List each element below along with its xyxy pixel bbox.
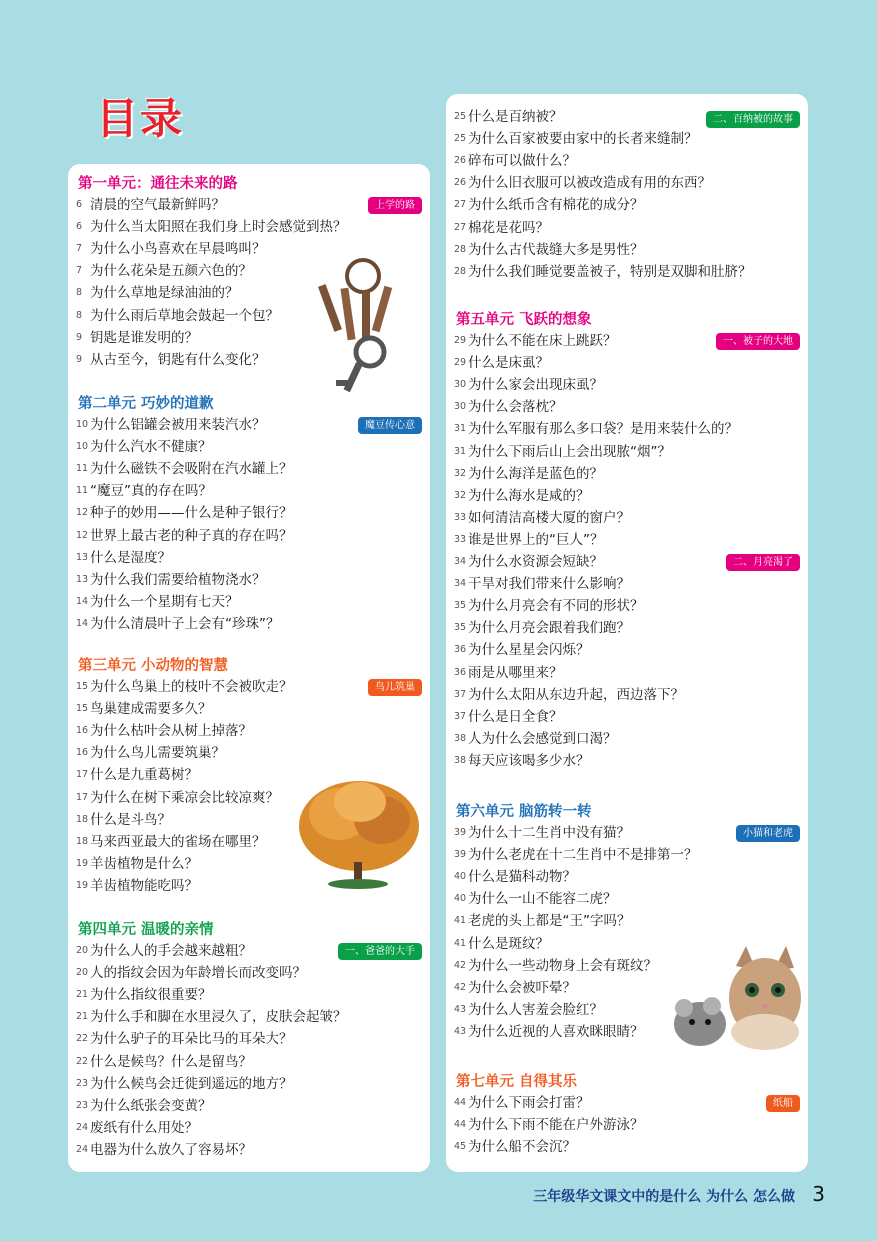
toc-entry[interactable] (454, 706, 563, 728)
toc-entry[interactable] (76, 1117, 198, 1139)
page-ref: 45 (454, 1141, 467, 1153)
toc-right-panel (446, 94, 808, 1172)
toc-entry[interactable] (454, 662, 563, 684)
toc-entry[interactable] (454, 910, 631, 932)
page-ref: 32 (454, 467, 467, 479)
entry-title: “魔豆”真的存在吗？ (90, 483, 212, 500)
toc-entry[interactable] (454, 1021, 644, 1043)
entry-title: 为什么草地是绿油油的？ (90, 285, 239, 302)
lesson-tag: 鸟儿筑巢 (368, 679, 422, 696)
page-ref: 35 (454, 622, 467, 634)
page-ref: 7 (76, 243, 83, 255)
toc-entry[interactable] (454, 485, 590, 507)
page-ref: 21 (76, 1011, 89, 1023)
lesson-tag: 小猫和老虎 (736, 825, 800, 842)
toc-entry[interactable] (454, 844, 698, 866)
toc-entry[interactable] (76, 720, 252, 742)
toc-entry[interactable] (76, 809, 171, 831)
toc-entry[interactable] (454, 1114, 644, 1136)
entry-title: 什么是九重葛树？ (90, 767, 198, 784)
toc-entry[interactable] (454, 396, 563, 418)
page-ref: 20 (76, 945, 89, 956)
page-ref: 44 (454, 1119, 467, 1131)
entry-title: 为什么旧衣服可以被改造成有用的东西？ (468, 175, 711, 192)
page-ref: 11 (76, 485, 89, 497)
page-ref: 16 (76, 725, 89, 737)
page-ref: 19 (76, 857, 89, 869)
page-ref: 22 (76, 1033, 89, 1045)
page-ref: 29 (454, 357, 467, 369)
entry-title: 羊齿植物能吃吗？ (90, 877, 198, 894)
page-ref: 41 (454, 915, 467, 927)
entry-title: 为什么一个星期有七天？ (90, 593, 239, 610)
unit-title: 第二单元 巧妙的道歉 (78, 396, 214, 412)
page-ref: 39 (454, 827, 467, 838)
entry-title: 为什么老虎在十二生肖中不是排第一？ (468, 847, 698, 864)
entry-title: 什么是斗鸟？ (90, 811, 171, 828)
page-ref: 37 (454, 688, 467, 700)
entry-title: 为什么汽水不健康？ (90, 439, 212, 456)
toc-entry[interactable] (76, 962, 306, 984)
toc-entry[interactable] (76, 436, 212, 458)
entry-title: 什么是湿度？ (90, 549, 171, 566)
toc-entry[interactable] (76, 216, 347, 238)
toc-entry[interactable] (454, 330, 617, 352)
page-ref: 13 (76, 551, 89, 563)
unit-title: 第一单元：通往未来的路 (78, 176, 238, 192)
toc-entry[interactable] (454, 374, 603, 396)
page-ref: 15 (76, 703, 89, 715)
toc-entry[interactable] (76, 349, 266, 371)
entry-title: 为什么清晨叶子上会有“珍珠”？ (90, 615, 280, 632)
toc-entry[interactable] (454, 418, 738, 440)
toc-entry[interactable] (454, 617, 630, 639)
toc-entry[interactable] (76, 305, 279, 327)
page-title: 目录 (96, 94, 185, 143)
entry-title: 电器为什么放久了容易坏？ (90, 1141, 252, 1158)
toc-entry[interactable] (454, 750, 590, 772)
entry-title: 为什么下雨不能在户外游泳？ (468, 1117, 644, 1134)
page-ref: 26 (454, 177, 467, 189)
toc-entry[interactable] (454, 261, 752, 283)
entry-title: 为什么候鸟会迁徙到遥远的地方？ (90, 1075, 293, 1092)
entry-title: 人的指纹会因为年龄增长而改变吗？ (90, 965, 306, 982)
page-ref: 10 (76, 441, 89, 453)
page-number: 3 (812, 1182, 825, 1206)
toc-entry[interactable] (454, 1092, 590, 1114)
toc-entry[interactable] (76, 458, 293, 480)
entry-title: 为什么鸟儿需要筑巢？ (90, 745, 225, 762)
toc-entry[interactable] (76, 831, 266, 853)
toc-left-panel (68, 164, 430, 1172)
page-ref: 9 (76, 331, 83, 343)
entry-title: 羊齿植物是什么？ (90, 855, 198, 872)
page-ref: 30 (454, 379, 467, 391)
page-ref: 43 (454, 1003, 467, 1015)
toc-entry[interactable] (76, 414, 266, 436)
entry-title: 为什么水资源会短缺？ (468, 554, 603, 570)
toc-entry[interactable] (454, 352, 549, 374)
page-ref: 6 (76, 199, 83, 210)
page-ref: 33 (454, 533, 467, 545)
entry-title: 为什么下雨后山上会出现脓“烟”？ (468, 443, 671, 460)
entry-title: 为什么海水是咸的？ (468, 487, 590, 504)
entry-title: 如何清洁高楼大厦的窗户？ (468, 509, 630, 526)
page-ref: 15 (76, 681, 89, 692)
unit-title: 第四单元 温暖的亲情 (78, 922, 214, 938)
entry-title: 什么是猫科动物？ (468, 869, 576, 886)
page-ref: 27 (454, 199, 467, 211)
page-ref: 26 (454, 155, 467, 167)
unit-title: 第六单元 脑筋转一转 (456, 804, 592, 820)
page-ref: 22 (76, 1055, 89, 1067)
entry-title: 什么是百纳被？ (468, 109, 563, 125)
entry-title: 为什么下雨会打雷？ (468, 1095, 590, 1111)
entry-title: 为什么星星会闪烁？ (468, 642, 590, 659)
lesson-tag: 一、爸爸的大手 (338, 943, 422, 960)
page-ref: 36 (454, 644, 467, 656)
entry-title: 马来西亚最大的雀场在哪里？ (90, 833, 266, 850)
toc-entry[interactable] (76, 194, 225, 216)
keys-illustration (308, 254, 408, 394)
page-ref: 31 (454, 445, 467, 457)
page-ref: 7 (76, 265, 83, 277)
page-ref: 6 (76, 221, 83, 233)
page-ref: 40 (454, 893, 467, 905)
toc-entry[interactable] (454, 822, 630, 844)
entry-title: 什么是候鸟？什么是留鸟？ (90, 1053, 252, 1070)
entry-title: 为什么我们睡觉要盖被子，特别是双脚和肚脐？ (468, 263, 752, 280)
lesson-tag: 二、百纳被的故事 (706, 111, 800, 128)
entry-title: 棉花是花吗？ (468, 219, 549, 236)
toc-entry[interactable] (76, 591, 239, 613)
toc-entry[interactable] (454, 955, 657, 977)
page-ref: 18 (76, 813, 89, 825)
toc-entry[interactable] (76, 260, 252, 282)
entry-title: 为什么月亮会有不同的形状？ (468, 598, 644, 615)
entry-title: 为什么家会出现床虱？ (468, 377, 603, 394)
entry-title: 为什么军服有那么多口袋？是用来装什么的？ (468, 421, 738, 438)
toc-entry[interactable] (454, 441, 671, 463)
entry-title: 为什么小鸟喜欢在早晨鸣叫？ (90, 241, 266, 258)
page-ref: 11 (76, 463, 89, 475)
entry-title: 为什么手和脚在水里浸久了，皮肤会起皱？ (90, 1009, 347, 1026)
toc-entry[interactable] (454, 684, 684, 706)
toc-entry[interactable] (454, 463, 603, 485)
entry-title: 为什么当太阳照在我们身上时会感觉到热？ (90, 219, 347, 236)
page-ref: 8 (76, 309, 83, 321)
entry-title: 为什么在树下乘凉会比较凉爽？ (90, 789, 279, 806)
page-ref: 25 (454, 133, 467, 145)
toc-entry[interactable] (454, 239, 644, 261)
entry-title: 为什么鸟巢上的枝叶不会被吹走？ (90, 679, 293, 695)
page-ref: 28 (454, 243, 467, 255)
page-ref: 23 (76, 1077, 89, 1089)
page-ref: 30 (454, 401, 467, 413)
bougainvillea-tree-illustration (294, 774, 424, 890)
toc-entry[interactable] (454, 595, 644, 617)
entry-title: 为什么古代裁缝大多是男性？ (468, 241, 644, 258)
page-ref: 16 (76, 747, 89, 759)
page-ref: 42 (454, 959, 467, 971)
toc-entry[interactable] (76, 1139, 252, 1161)
entry-title: 为什么人的手会越来越粗？ (90, 943, 252, 959)
toc-entry[interactable] (76, 853, 198, 875)
toc-entry[interactable] (454, 888, 617, 910)
page-ref: 12 (76, 529, 89, 541)
page-ref: 39 (454, 849, 467, 861)
entry-title: 为什么海洋是蓝色的？ (468, 465, 603, 482)
page-ref: 12 (76, 507, 89, 519)
page-ref: 9 (76, 353, 83, 365)
entry-title: 碎布可以做什么？ (468, 153, 576, 170)
entry-title: 为什么一些动物身上会有斑纹？ (468, 957, 657, 974)
toc-entry[interactable] (76, 698, 212, 720)
page-ref: 18 (76, 835, 89, 847)
unit-title: 第三单元 小动物的智慧 (78, 658, 229, 674)
entry-title: 人为什么会感觉到口渴？ (468, 730, 617, 747)
lesson-tag: 魔豆传心意 (358, 417, 422, 434)
entry-title: 为什么纸币含有棉花的成分？ (468, 197, 644, 214)
toc-entry[interactable] (454, 172, 711, 194)
entry-title: 为什么我们需要给植物浇水？ (90, 571, 266, 588)
toc-entry[interactable] (76, 502, 293, 524)
page-ref: 21 (76, 989, 89, 1001)
toc-entry[interactable] (454, 866, 576, 888)
toc-entry[interactable] (76, 1073, 293, 1095)
toc-entry[interactable] (76, 742, 225, 764)
page-ref: 34 (454, 578, 467, 590)
page-ref: 44 (454, 1097, 467, 1108)
toc-entry[interactable] (76, 676, 293, 698)
toc-entry[interactable] (454, 639, 590, 661)
entry-title: 为什么太阳从东边升起，西边落下？ (468, 686, 684, 703)
page-ref: 37 (454, 710, 467, 722)
page-ref: 13 (76, 573, 89, 585)
toc-entry[interactable] (454, 507, 630, 529)
entry-title: 为什么月亮会跟着我们跑？ (468, 620, 630, 637)
page-ref: 25 (454, 111, 467, 122)
toc-entry[interactable] (454, 999, 603, 1021)
page-ref: 35 (454, 600, 467, 612)
entry-title: 为什么人害羞会脸红？ (468, 1001, 603, 1018)
entry-title: 为什么一山不能容二虎？ (468, 891, 617, 908)
entry-title: 什么是床虱？ (468, 355, 549, 372)
entry-title: 为什么雨后草地会鼓起一个包？ (90, 307, 279, 324)
page-ref: 38 (454, 732, 467, 744)
page-ref: 31 (454, 423, 467, 435)
entry-title: 为什么百家被要由家中的长者来缝制？ (468, 131, 698, 148)
entry-title: 干旱对我们带来什么影响？ (468, 576, 630, 593)
entry-title: 为什么船不会沉？ (468, 1139, 576, 1156)
page-ref: 42 (454, 981, 467, 993)
entry-title: 为什么驴子的耳朵比马的耳朵大？ (90, 1031, 293, 1048)
page-ref: 32 (454, 489, 467, 501)
page-ref: 20 (76, 967, 89, 979)
lesson-tag: 纸船 (766, 1095, 800, 1112)
page-ref: 19 (76, 879, 89, 891)
toc-entry[interactable] (76, 875, 198, 897)
entry-title: 为什么近视的人喜欢眯眼睛？ (468, 1023, 644, 1040)
entry-title: 从古至今，钥匙有什么变化？ (90, 351, 266, 368)
page-ref: 27 (454, 221, 467, 233)
page-ref: 8 (76, 287, 83, 299)
toc-entry[interactable] (76, 613, 280, 635)
toc-entry[interactable] (454, 977, 576, 999)
book-title: 三年级华文课文中的是什么 为什么 怎么做 (533, 1189, 795, 1205)
page-ref: 28 (454, 265, 467, 277)
page-ref: 34 (454, 556, 467, 567)
entry-title: 为什么会落枕？ (468, 399, 563, 416)
page-ref: 17 (76, 791, 89, 803)
entry-title: 雨是从哪里来？ (468, 664, 563, 681)
toc-entry[interactable] (454, 728, 617, 750)
toc-entry[interactable] (76, 569, 266, 591)
toc-entry[interactable] (76, 1095, 212, 1117)
toc-entry[interactable] (454, 933, 549, 955)
cat-and-mouse-illustration (670, 946, 802, 1050)
lesson-tag: 一、被子的大地 (716, 333, 800, 350)
toc-entry[interactable] (76, 282, 239, 304)
entry-title: 什么是斑纹？ (468, 935, 549, 952)
toc-entry[interactable] (76, 327, 198, 349)
toc-entry[interactable] (454, 217, 549, 239)
toc-entry[interactable] (76, 1006, 347, 1028)
toc-entry[interactable] (76, 764, 198, 786)
page-ref: 24 (76, 1121, 89, 1133)
page-ref: 43 (454, 1025, 467, 1037)
page-ref: 36 (454, 666, 467, 678)
page-ref: 41 (454, 937, 467, 949)
entry-title: 为什么花朵是五颜六色的？ (90, 263, 252, 280)
toc-entry[interactable] (454, 551, 603, 573)
page-ref: 14 (76, 595, 89, 607)
toc-entry[interactable] (454, 1136, 576, 1158)
page-ref: 29 (454, 335, 467, 346)
entry-title: 为什么不能在床上跳跃？ (468, 333, 617, 349)
toc-entry[interactable] (454, 150, 576, 172)
toc-entry[interactable] (454, 194, 644, 216)
page-ref: 17 (76, 769, 89, 781)
entry-title: 种子的妙用——什么是种子银行？ (90, 505, 293, 522)
entry-title: 为什么铝罐会被用来装汽水？ (90, 417, 266, 433)
entry-title: 为什么磁铁不会吸附在汽水罐上？ (90, 461, 293, 478)
page-ref: 40 (454, 871, 467, 883)
toc-entry[interactable] (76, 1028, 293, 1050)
entry-title: 为什么指纹很重要？ (90, 987, 212, 1004)
entry-title: 清晨的空气最新鲜吗？ (90, 197, 225, 213)
page-ref: 14 (76, 617, 89, 629)
entry-title: 老虎的头上都是“王”字吗？ (468, 913, 631, 930)
entry-title: 世界上最古老的种子真的存在吗？ (90, 527, 293, 544)
toc-entry[interactable] (76, 525, 293, 547)
entry-title: 废纸有什么用处？ (90, 1119, 198, 1136)
entry-title: 为什么十二生肖中没有猫？ (468, 825, 630, 841)
entry-title: 为什么枯叶会从树上掉落？ (90, 723, 252, 740)
lesson-tag: 上学的路 (368, 197, 422, 214)
toc-entry[interactable] (454, 106, 563, 128)
toc-entry[interactable] (76, 940, 252, 962)
entry-title: 鸟巢建成需要多久？ (90, 701, 212, 718)
toc-entry[interactable] (76, 787, 279, 809)
toc-entry[interactable] (76, 547, 171, 569)
entry-title: 为什么会被吓晕？ (468, 979, 576, 996)
toc-entry[interactable] (76, 1051, 252, 1073)
toc-entry[interactable] (454, 128, 698, 150)
page-ref: 10 (76, 419, 89, 430)
toc-entry[interactable] (454, 573, 630, 595)
entry-title: 每天应该喝多少水？ (468, 752, 590, 769)
page-ref: 33 (454, 511, 467, 523)
page-ref: 24 (76, 1143, 89, 1155)
entry-title: 谁是世界上的“巨人”？ (468, 531, 604, 548)
entry-title: 什么是日全食？ (468, 708, 563, 725)
lesson-tag: 二、月亮渴了 (726, 554, 800, 571)
page-ref: 23 (76, 1099, 89, 1111)
unit-title: 第五单元 飞跃的想象 (456, 312, 592, 328)
toc-entry[interactable] (76, 984, 212, 1006)
toc-entry[interactable] (454, 529, 604, 551)
toc-entry[interactable] (76, 238, 266, 260)
entry-title: 为什么纸张会变黄？ (90, 1097, 212, 1114)
toc-entry[interactable] (76, 480, 212, 502)
unit-title: 第七单元 自得其乐 (456, 1074, 578, 1090)
entry-title: 钥匙是谁发明的？ (90, 329, 198, 346)
page-ref: 38 (454, 754, 467, 766)
